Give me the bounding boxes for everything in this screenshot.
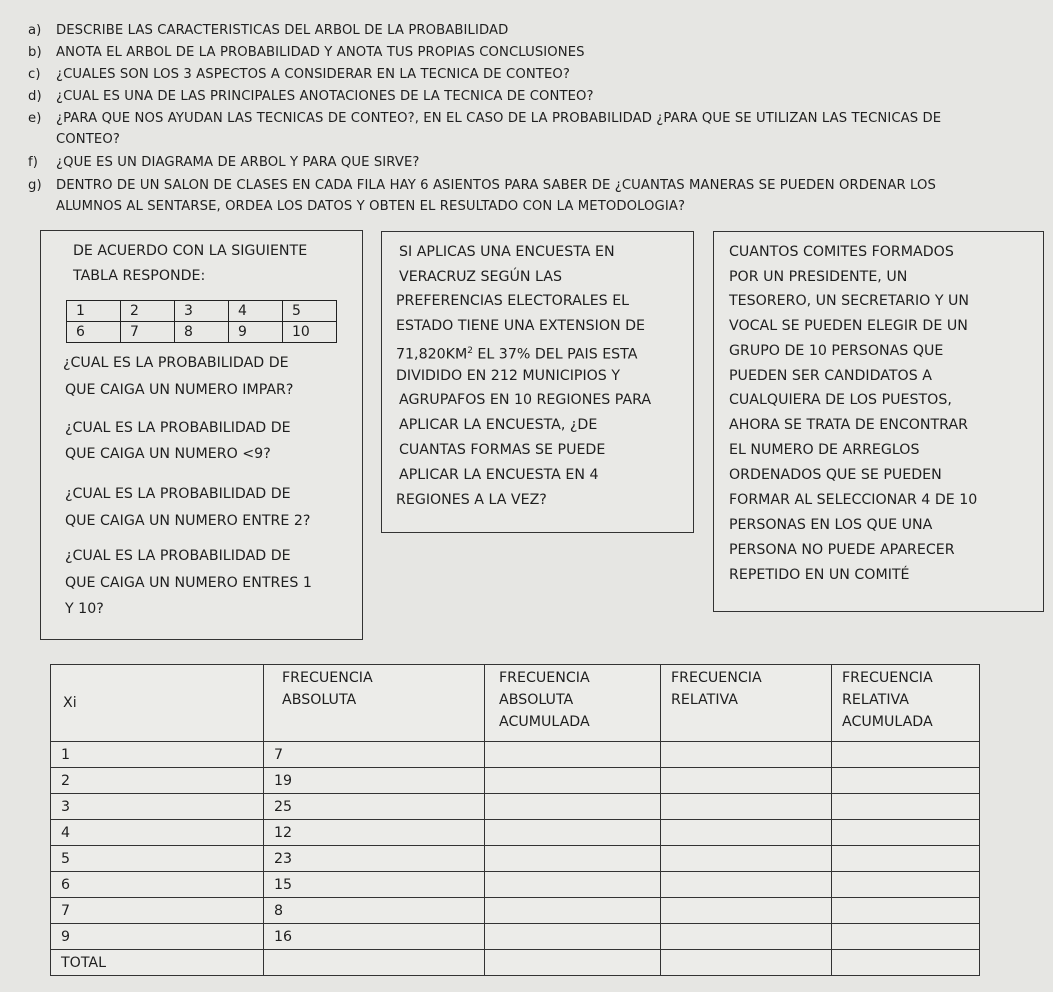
table-cell: 2 <box>121 301 175 322</box>
empty-cell[interactable] <box>661 794 832 820</box>
question-label: c) <box>28 67 41 82</box>
xi-cell: 2 <box>51 768 264 794</box>
survey-box <box>381 231 694 533</box>
box2-line: AGRUPAFOS EN 10 REGIONES PARA <box>399 392 652 408</box>
box1-intro: TABLA RESPONDE: <box>73 268 206 284</box>
question-text: DENTRO DE UN SALON DE CLASES EN CADA FILA HAY 6 ASIENTOS PARA SABER DE ¿CUANTAS MANERAS SE PUEDEN ORDENAR LOS <box>56 178 936 193</box>
box3-line: PERSONAS EN LOS QUE UNA <box>729 517 933 533</box>
empty-cell[interactable] <box>264 950 485 976</box>
header-line: FRECUENCIA <box>499 670 590 686</box>
question-g <box>28 175 936 217</box>
box2-line: APLICAR LA ENCUESTA, ¿DE <box>399 417 598 433</box>
empty-cell[interactable] <box>832 950 980 976</box>
box1-question: QUE CAIGA UN NUMERO <9? <box>65 446 271 462</box>
box3-line: ORDENADOS QUE SE PUEDEN <box>729 467 942 483</box>
table-cell: 9 <box>229 322 283 343</box>
box2-line: SI APLICAS UNA ENCUESTA EN <box>399 244 615 260</box>
xi-cell: 1 <box>51 742 264 768</box>
table-row <box>51 820 980 846</box>
absolute-frequency-cell: 7 <box>264 742 485 768</box>
empty-cell[interactable] <box>661 846 832 872</box>
empty-cell[interactable] <box>661 898 832 924</box>
box1-question: QUE CAIGA UN NUMERO ENTRES 1 <box>65 575 312 591</box>
header-line: ABSOLUTA <box>499 692 574 708</box>
xi-cell: 3 <box>51 794 264 820</box>
header-line: FRECUENCIA <box>671 670 762 686</box>
box2-line: DIVIDIDO EN 212 MUNICIPIOS Y <box>396 368 620 384</box>
question-e <box>28 108 941 150</box>
table-row <box>51 872 980 898</box>
empty-cell[interactable] <box>832 898 980 924</box>
column-header-cumulative-relative <box>832 665 980 742</box>
absolute-frequency-cell: 12 <box>264 820 485 846</box>
question-text-continued: ALUMNOS AL SENTARSE, ORDEA LOS DATOS Y OBTEN EL RESULTADO CON LA METODOLOGIA? <box>56 199 686 214</box>
box1-question: ¿CUAL ES LA PROBABILIDAD DE <box>63 355 289 371</box>
question-label: g) <box>28 178 42 193</box>
empty-cell[interactable] <box>485 898 661 924</box>
box2-line: VERACRUZ SEGÚN LAS <box>399 269 562 285</box>
superscript: 2 <box>467 346 473 356</box>
box3-line: CUALQUIERA DE LOS PUESTOS, <box>729 392 952 408</box>
question-label: b) <box>28 45 42 60</box>
empty-cell[interactable] <box>661 768 832 794</box>
header-line: FRECUENCIA <box>842 670 933 686</box>
header-line: RELATIVA <box>842 692 910 708</box>
box3-line: EL NUMERO DE ARREGLOS <box>729 442 920 458</box>
box3-line: PUEDEN SER CANDIDATOS A <box>729 368 932 384</box>
xi-cell: 9 <box>51 924 264 950</box>
box1-question: Y 10? <box>65 601 104 617</box>
total-label: TOTAL <box>51 950 264 976</box>
xi-cell: 7 <box>51 898 264 924</box>
table-row <box>51 768 980 794</box>
empty-cell[interactable] <box>485 872 661 898</box>
question-text: ¿PARA QUE NOS AYUDAN LAS TECNICAS DE CONTEO?, EN EL CASO DE LA PROBABILIDAD ¿PARA QUE SE UTILIZAN LAS TECNICAS DE <box>56 111 942 126</box>
question-d <box>28 86 594 107</box>
column-header-relative <box>661 665 832 742</box>
table-header-row <box>51 665 980 742</box>
empty-cell[interactable] <box>832 820 980 846</box>
table-row <box>51 898 980 924</box>
empty-cell[interactable] <box>832 794 980 820</box>
absolute-frequency-cell: 8 <box>264 898 485 924</box>
question-text: ¿QUE ES UN DIAGRAMA DE ARBOL Y PARA QUE SIRVE? <box>56 155 420 170</box>
empty-cell[interactable] <box>832 924 980 950</box>
table-row <box>51 794 980 820</box>
box1-question: ¿CUAL ES LA PROBABILIDAD DE <box>65 420 291 436</box>
table-cell: 6 <box>67 322 121 343</box>
box1-question: QUE CAIGA UN NUMERO IMPAR? <box>65 382 294 398</box>
header-line: ABSOLUTA <box>282 692 357 708</box>
empty-cell[interactable] <box>832 742 980 768</box>
empty-cell[interactable] <box>661 950 832 976</box>
box3-line: PERSONA NO PUEDE APARECER <box>729 542 955 558</box>
table-row <box>51 924 980 950</box>
question-f <box>28 152 419 173</box>
column-header-xi <box>51 665 264 742</box>
empty-cell[interactable] <box>485 950 661 976</box>
empty-cell[interactable] <box>832 846 980 872</box>
committees-box <box>713 231 1044 612</box>
box2-line <box>396 339 637 367</box>
absolute-frequency-cell: 15 <box>264 872 485 898</box>
empty-cell[interactable] <box>485 924 661 950</box>
box3-line: FORMAR AL SELECCIONAR 4 DE 10 <box>729 492 978 508</box>
xi-cell: 6 <box>51 872 264 898</box>
box2-line-rest: EL 37% DEL PAIS ESTA <box>472 346 638 363</box>
absolute-frequency-cell: 25 <box>264 794 485 820</box>
empty-cell[interactable] <box>661 820 832 846</box>
column-header-cumulative-absolute <box>485 665 661 742</box>
empty-cell[interactable] <box>661 924 832 950</box>
absolute-frequency-cell: 19 <box>264 768 485 794</box>
table-row <box>67 301 337 322</box>
header-line: ACUMULADA <box>499 714 590 730</box>
column-header-absolute <box>264 665 485 742</box>
xi-cell: 5 <box>51 846 264 872</box>
box2-line: APLICAR LA ENCUESTA EN 4 <box>399 467 599 483</box>
box1-question: ¿CUAL ES LA PROBABILIDAD DE <box>65 548 291 564</box>
question-text: ¿CUALES SON LOS 3 ASPECTOS A CONSIDERAR EN LA TECNICA DE CONTEO? <box>56 67 570 82</box>
question-c <box>28 64 570 85</box>
empty-cell[interactable] <box>485 768 661 794</box>
box2-line: PREFERENCIAS ELECTORALES EL <box>396 293 630 309</box>
empty-cell[interactable] <box>832 768 980 794</box>
header-line: RELATIVA <box>671 692 739 708</box>
empty-cell[interactable] <box>485 846 661 872</box>
question-text: DESCRIBE LAS CARACTERISTICAS DEL ARBOL DE LA PROBABILIDAD <box>56 23 509 38</box>
empty-cell[interactable] <box>485 742 661 768</box>
question-text: ANOTA EL ARBOL DE LA PROBABILIDAD Y ANOTA TUS PROPIAS CONCLUSIONES <box>56 45 585 60</box>
absolute-frequency-cell: 16 <box>264 924 485 950</box>
box3-line: TESORERO, UN SECRETARIO Y UN <box>729 293 970 309</box>
box2-line: CUANTAS FORMAS SE PUEDE <box>399 442 606 458</box>
empty-cell[interactable] <box>832 872 980 898</box>
numbers-table <box>66 300 337 343</box>
table-cell: 5 <box>283 301 337 322</box>
box1-question: ¿CUAL ES LA PROBABILIDAD DE <box>65 486 291 502</box>
box3-line: GRUPO DE 10 PERSONAS QUE <box>729 343 944 359</box>
question-label: e) <box>28 111 42 126</box>
table-cell: 4 <box>229 301 283 322</box>
frequency-table <box>50 664 980 976</box>
area-value: 71,820KM <box>396 346 468 363</box>
table-cell: 1 <box>67 301 121 322</box>
question-label: f) <box>28 155 38 170</box>
absolute-frequency-cell: 23 <box>264 846 485 872</box>
box3-line: AHORA SE TRATA DE ENCONTRAR <box>729 417 969 433</box>
empty-cell[interactable] <box>485 820 661 846</box>
box3-line: CUANTOS COMITES FORMADOS <box>729 244 954 260</box>
box3-line: REPETIDO EN UN COMITÉ <box>729 567 910 583</box>
table-cell: 3 <box>175 301 229 322</box>
question-text-continued: CONTEO? <box>56 132 120 147</box>
empty-cell[interactable] <box>661 872 832 898</box>
question-text: ¿CUAL ES UNA DE LAS PRINCIPALES ANOTACIONES DE LA TECNICA DE CONTEO? <box>56 89 594 104</box>
table-row <box>51 846 980 872</box>
table-row <box>67 322 337 343</box>
header-line: FRECUENCIA <box>282 670 373 686</box>
xi-cell: 4 <box>51 820 264 846</box>
question-label: a) <box>28 23 42 38</box>
empty-cell[interactable] <box>661 742 832 768</box>
table-cell: 7 <box>121 322 175 343</box>
header-line: ACUMULADA <box>842 714 933 730</box>
question-label: d) <box>28 89 42 104</box>
question-a <box>28 20 508 41</box>
box3-line: VOCAL SE PUEDEN ELEGIR DE UN <box>729 318 968 334</box>
header-line: Xi <box>63 695 77 711</box>
box3-line: POR UN PRESIDENTE, UN <box>729 269 908 285</box>
box2-line: REGIONES A LA VEZ? <box>396 492 547 508</box>
table-row <box>51 742 980 768</box>
question-b <box>28 42 585 63</box>
table-cell: 8 <box>175 322 229 343</box>
table-cell: 10 <box>283 322 337 343</box>
box1-question: QUE CAIGA UN NUMERO ENTRE 2? <box>65 513 311 529</box>
table-row-total <box>51 950 980 976</box>
box2-line: ESTADO TIENE UNA EXTENSION DE <box>396 318 646 334</box>
probability-box <box>40 230 363 640</box>
box1-intro: DE ACUERDO CON LA SIGUIENTE <box>73 243 308 259</box>
empty-cell[interactable] <box>485 794 661 820</box>
